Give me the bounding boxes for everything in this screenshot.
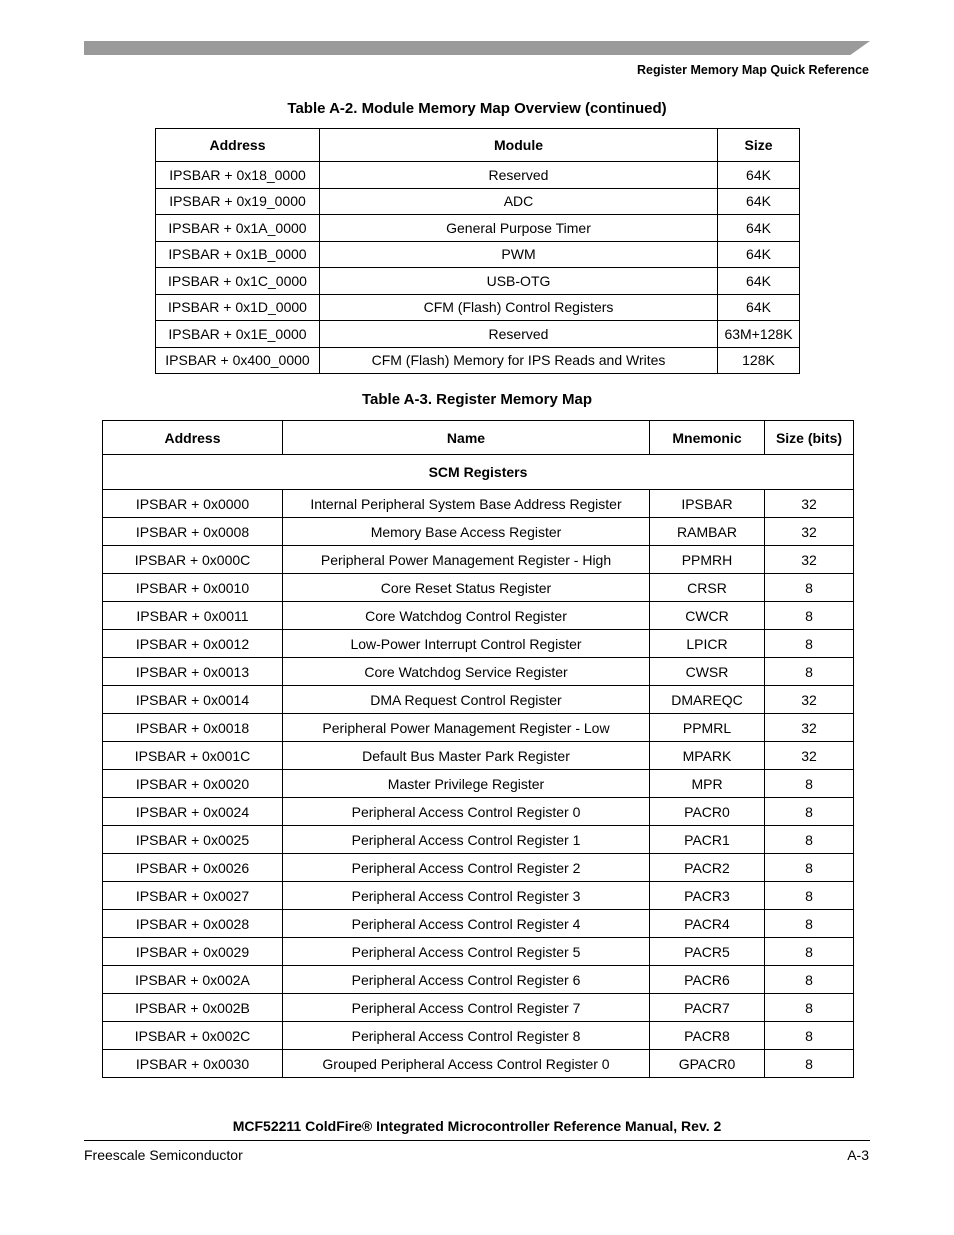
column-header: Address <box>156 129 320 162</box>
table-cell: IPSBAR + 0x002B <box>103 994 283 1022</box>
table-cell: IPSBAR + 0x1A_0000 <box>156 215 320 242</box>
table-cell: 32 <box>765 742 854 770</box>
table-cell: IPSBAR + 0x0011 <box>103 602 283 630</box>
table-row <box>103 938 854 966</box>
table-cell: 8 <box>765 798 854 826</box>
table-row <box>156 321 800 348</box>
table-cell: 64K <box>718 215 800 242</box>
table-row <box>103 854 854 882</box>
register-memory-map-table <box>102 420 854 1078</box>
table-row <box>156 347 800 374</box>
table-cell: IPSBAR + 0x0027 <box>103 882 283 910</box>
table-cell: GPACR0 <box>650 1050 765 1078</box>
table-cell: Grouped Peripheral Access Control Register 0 <box>283 1050 650 1078</box>
table-cell: IPSBAR + 0x0018 <box>103 714 283 742</box>
table-row <box>103 882 854 910</box>
table-cell: MPR <box>650 770 765 798</box>
column-header: Size (bits) <box>765 421 854 455</box>
table-row <box>156 294 800 321</box>
table-cell: 64K <box>718 188 800 215</box>
table-cell: 32 <box>765 518 854 546</box>
table-row <box>103 798 854 826</box>
table-cell: 8 <box>765 602 854 630</box>
table-row <box>103 826 854 854</box>
section-title: Register Memory Map Quick Reference <box>636 63 869 77</box>
table-row <box>156 162 800 189</box>
document-title: MCF52211 ColdFire® Integrated Microcontroller Reference Manual, Rev. 2 <box>232 1118 722 1134</box>
table-cell: IPSBAR + 0x18_0000 <box>156 162 320 189</box>
table-cell: CFM (Flash) Memory for IPS Reads and Writes <box>320 347 718 374</box>
table-cell: PACR7 <box>650 994 765 1022</box>
table-cell: RAMBAR <box>650 518 765 546</box>
table-cell: 32 <box>765 686 854 714</box>
table-cell: 32 <box>765 546 854 574</box>
column-header: Mnemonic <box>650 421 765 455</box>
table-cell: Core Reset Status Register <box>283 574 650 602</box>
table-cell: 8 <box>765 882 854 910</box>
table-cell: CWSR <box>650 658 765 686</box>
table-cell: Reserved <box>320 162 718 189</box>
page-number: A-3 <box>847 1147 869 1163</box>
header-bar <box>84 41 870 55</box>
table-cell: IPSBAR + 0x0008 <box>103 518 283 546</box>
table-cell: 8 <box>765 630 854 658</box>
publisher: Freescale Semiconductor <box>84 1147 243 1163</box>
table-cell: Peripheral Access Control Register 8 <box>283 1022 650 1050</box>
table-cell: USB-OTG <box>320 268 718 295</box>
table-cell: Peripheral Access Control Register 2 <box>283 854 650 882</box>
table-cell: 8 <box>765 658 854 686</box>
table-cell: PACR0 <box>650 798 765 826</box>
table-cell: IPSBAR + 0x0010 <box>103 574 283 602</box>
table-cell: 8 <box>765 910 854 938</box>
table-row <box>103 994 854 1022</box>
table-row <box>103 770 854 798</box>
column-header: Module <box>320 129 718 162</box>
table-cell: 8 <box>765 994 854 1022</box>
table-row <box>103 742 854 770</box>
table-cell: Peripheral Access Control Register 5 <box>283 938 650 966</box>
table-cell: IPSBAR + 0x001C <box>103 742 283 770</box>
table-cell: Internal Peripheral System Base Address Register <box>283 490 650 518</box>
table-row <box>103 546 854 574</box>
table-row <box>103 602 854 630</box>
table-row <box>103 1022 854 1050</box>
table-cell: IPSBAR + 0x002A <box>103 966 283 994</box>
table-cell: IPSBAR + 0x0030 <box>103 1050 283 1078</box>
table-cell: PACR8 <box>650 1022 765 1050</box>
table-row <box>103 490 854 518</box>
table-cell: IPSBAR + 0x0013 <box>103 658 283 686</box>
table-cell: IPSBAR + 0x0024 <box>103 798 283 826</box>
table-cell: 8 <box>765 770 854 798</box>
table-row <box>103 658 854 686</box>
table-cell: IPSBAR + 0x0025 <box>103 826 283 854</box>
table-cell: IPSBAR + 0x0026 <box>103 854 283 882</box>
table-cell: PPMRL <box>650 714 765 742</box>
table-row <box>103 966 854 994</box>
column-header: Address <box>103 421 283 455</box>
table-cell: CRSR <box>650 574 765 602</box>
table-cell: Peripheral Power Management Register - Low <box>283 714 650 742</box>
table-cell: IPSBAR + 0x1C_0000 <box>156 268 320 295</box>
table-row <box>156 241 800 268</box>
table-cell: Peripheral Access Control Register 1 <box>283 826 650 854</box>
table-row <box>103 714 854 742</box>
table-cell: Default Bus Master Park Register <box>283 742 650 770</box>
column-header: Size <box>718 129 800 162</box>
section-row <box>103 455 854 490</box>
table-cell: PACR4 <box>650 910 765 938</box>
table-cell: Peripheral Access Control Register 6 <box>283 966 650 994</box>
table-cell: 64K <box>718 294 800 321</box>
table-cell: Core Watchdog Service Register <box>283 658 650 686</box>
section-label: SCM Registers <box>103 455 854 490</box>
table-cell: Low-Power Interrupt Control Register <box>283 630 650 658</box>
table-cell: DMA Request Control Register <box>283 686 650 714</box>
table-cell: ADC <box>320 188 718 215</box>
table-cell: Peripheral Access Control Register 0 <box>283 798 650 826</box>
table-cell: PACR6 <box>650 966 765 994</box>
table-cell: Peripheral Access Control Register 4 <box>283 910 650 938</box>
table-cell: 63M+128K <box>718 321 800 348</box>
table-cell: Peripheral Power Management Register - High <box>283 546 650 574</box>
table-cell: 8 <box>765 1022 854 1050</box>
table-row <box>156 188 800 215</box>
table-cell: MPARK <box>650 742 765 770</box>
table-row <box>103 630 854 658</box>
table-a3-caption: Table A-3. Register Memory Map <box>361 391 593 408</box>
table-cell: 8 <box>765 938 854 966</box>
table-cell: PACR1 <box>650 826 765 854</box>
table-cell: IPSBAR + 0x0028 <box>103 910 283 938</box>
table-cell: IPSBAR + 0x400_0000 <box>156 347 320 374</box>
table-cell: IPSBAR <box>650 490 765 518</box>
table-row <box>103 686 854 714</box>
table-row <box>156 268 800 295</box>
table-cell: PACR3 <box>650 882 765 910</box>
table-cell: IPSBAR + 0x0000 <box>103 490 283 518</box>
table-cell: 8 <box>765 854 854 882</box>
table-cell: LPICR <box>650 630 765 658</box>
table-cell: Core Watchdog Control Register <box>283 602 650 630</box>
table-cell: DMAREQC <box>650 686 765 714</box>
table-cell: PACR2 <box>650 854 765 882</box>
footer-divider <box>84 1140 870 1141</box>
table-cell: General Purpose Timer <box>320 215 718 242</box>
table-row <box>103 1050 854 1078</box>
module-memory-map-table <box>155 128 800 374</box>
table-cell: CFM (Flash) Control Registers <box>320 294 718 321</box>
table-cell: IPSBAR + 0x0014 <box>103 686 283 714</box>
table-cell: 8 <box>765 1050 854 1078</box>
table-cell: Peripheral Access Control Register 3 <box>283 882 650 910</box>
table-cell: 64K <box>718 162 800 189</box>
table-cell: IPSBAR + 0x0020 <box>103 770 283 798</box>
column-header: Name <box>283 421 650 455</box>
table-cell: 8 <box>765 574 854 602</box>
table-cell: IPSBAR + 0x1E_0000 <box>156 321 320 348</box>
table-cell: 32 <box>765 490 854 518</box>
table-cell: Peripheral Access Control Register 7 <box>283 994 650 1022</box>
table-cell: PWM <box>320 241 718 268</box>
table-row <box>103 910 854 938</box>
table-cell: 128K <box>718 347 800 374</box>
table-row <box>103 518 854 546</box>
table-cell: IPSBAR + 0x002C <box>103 1022 283 1050</box>
table-a2-caption: Table A-2. Module Memory Map Overview (continued) <box>287 100 667 117</box>
table-cell: 32 <box>765 714 854 742</box>
table-cell: IPSBAR + 0x000C <box>103 546 283 574</box>
table-cell: Master Privilege Register <box>283 770 650 798</box>
table-cell: 64K <box>718 241 800 268</box>
table-cell: Memory Base Access Register <box>283 518 650 546</box>
table-cell: IPSBAR + 0x0029 <box>103 938 283 966</box>
table-header-row <box>103 421 854 455</box>
table-cell: IPSBAR + 0x1D_0000 <box>156 294 320 321</box>
table-cell: 64K <box>718 268 800 295</box>
table-cell: 8 <box>765 826 854 854</box>
table-cell: CWCR <box>650 602 765 630</box>
table-cell: IPSBAR + 0x19_0000 <box>156 188 320 215</box>
table-header-row <box>156 129 800 162</box>
table-cell: IPSBAR + 0x0012 <box>103 630 283 658</box>
table-cell: PACR5 <box>650 938 765 966</box>
table-row <box>103 574 854 602</box>
table-cell: IPSBAR + 0x1B_0000 <box>156 241 320 268</box>
table-row <box>156 215 800 242</box>
table-cell: 8 <box>765 966 854 994</box>
table-cell: PPMRH <box>650 546 765 574</box>
table-cell: Reserved <box>320 321 718 348</box>
